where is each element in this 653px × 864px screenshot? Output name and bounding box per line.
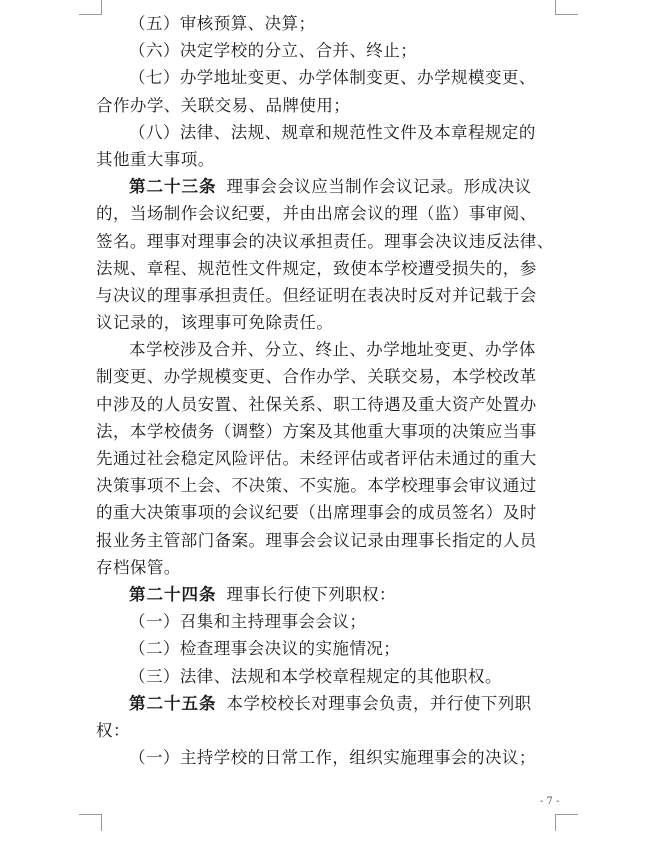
text-line: （一）主持学校的日常工作，组织实施理事会的决议； — [129, 748, 536, 768]
text-line: 与决议的理事承担责任。但经证明在表决时反对并记载于会 — [96, 285, 537, 305]
article-25-heading-line — [96, 690, 562, 717]
text-line: 决策事项不上会、不决策、不实施。本学校理事会审议通过 — [96, 476, 537, 496]
article-24-text: 理事长行使下列职权： — [226, 584, 396, 604]
text-line: （二）检查理事会决议的实施情况； — [129, 639, 401, 659]
text-line: 权： — [96, 720, 130, 740]
text-line: 合作办学、关联交易、品牌使用； — [96, 95, 351, 115]
text-line: 法，本学校债务（调整）方案及其他重大事项的决策应当事 — [96, 421, 537, 441]
text-line: 议记录的，该理事可免除责任。 — [96, 313, 334, 333]
text-line: （七）办学地址变更、办学体制变更、办学规模变更、 — [129, 68, 536, 88]
text-line: （一）召集和主持理事会会议； — [129, 612, 367, 632]
text-line: 中涉及的人员安置、社保关系、职工待遇及重大资产处置办 — [96, 394, 537, 414]
article-23-title: 第二十三条 — [129, 177, 217, 197]
crop-mark-bottom-left — [79, 814, 102, 831]
document-body — [96, 10, 562, 771]
text-line: （五）审核预算、决算； — [129, 14, 316, 33]
article-23-text: 理事会会议应当制作会议记录。形成决议 — [226, 177, 532, 197]
text-line: 报业务主管部门备案。理事会会议记录由理事长指定的人员 — [96, 530, 537, 550]
text-line: （八）法律、法规、规章和规范性文件及本章程规定的 — [129, 122, 536, 142]
text-line: 先通过社会稳定风险评估。未经评估或者评估未通过的重大 — [96, 449, 537, 468]
text-line: 存档保管。 — [96, 557, 181, 577]
text-line: 其他重大事项。 — [96, 149, 215, 169]
article-23-heading-line — [96, 173, 562, 200]
article-25-text: 本学校校长对理事会负责，并行使下列职 — [226, 693, 532, 713]
text-line: （六）决定学校的分立、合并、终止； — [129, 41, 418, 61]
article-24-heading-line — [96, 581, 562, 608]
text-line: 制变更、办学规模变更、合作办学、关联交易，本学校改革 — [96, 367, 537, 387]
crop-mark-bottom-right — [555, 814, 578, 831]
article-24-title: 第二十四条 — [129, 584, 217, 604]
text-line: 的，当场制作会议纪要，并由出席会议的理（监）事审阅、 — [96, 204, 537, 224]
text-line: （三）法律、法规和本学校章程规定的其他职权。 — [129, 666, 502, 686]
page-number: - 7 - — [540, 796, 560, 807]
text-line: 本学校涉及合并、分立、终止、办学地址变更、办学体 — [129, 340, 536, 360]
article-25-title: 第二十五条 — [129, 693, 217, 713]
text-line: 签名。理事对理事会的决议承担责任。理事会决议违反法律、 — [96, 231, 554, 251]
text-line: 的重大决策事项的会议纪要（出席理事会的成员签名）及时 — [96, 503, 537, 523]
text-line: 法规、章程、规范性文件规定，致使本学校遭受损失的，参 — [96, 258, 537, 278]
